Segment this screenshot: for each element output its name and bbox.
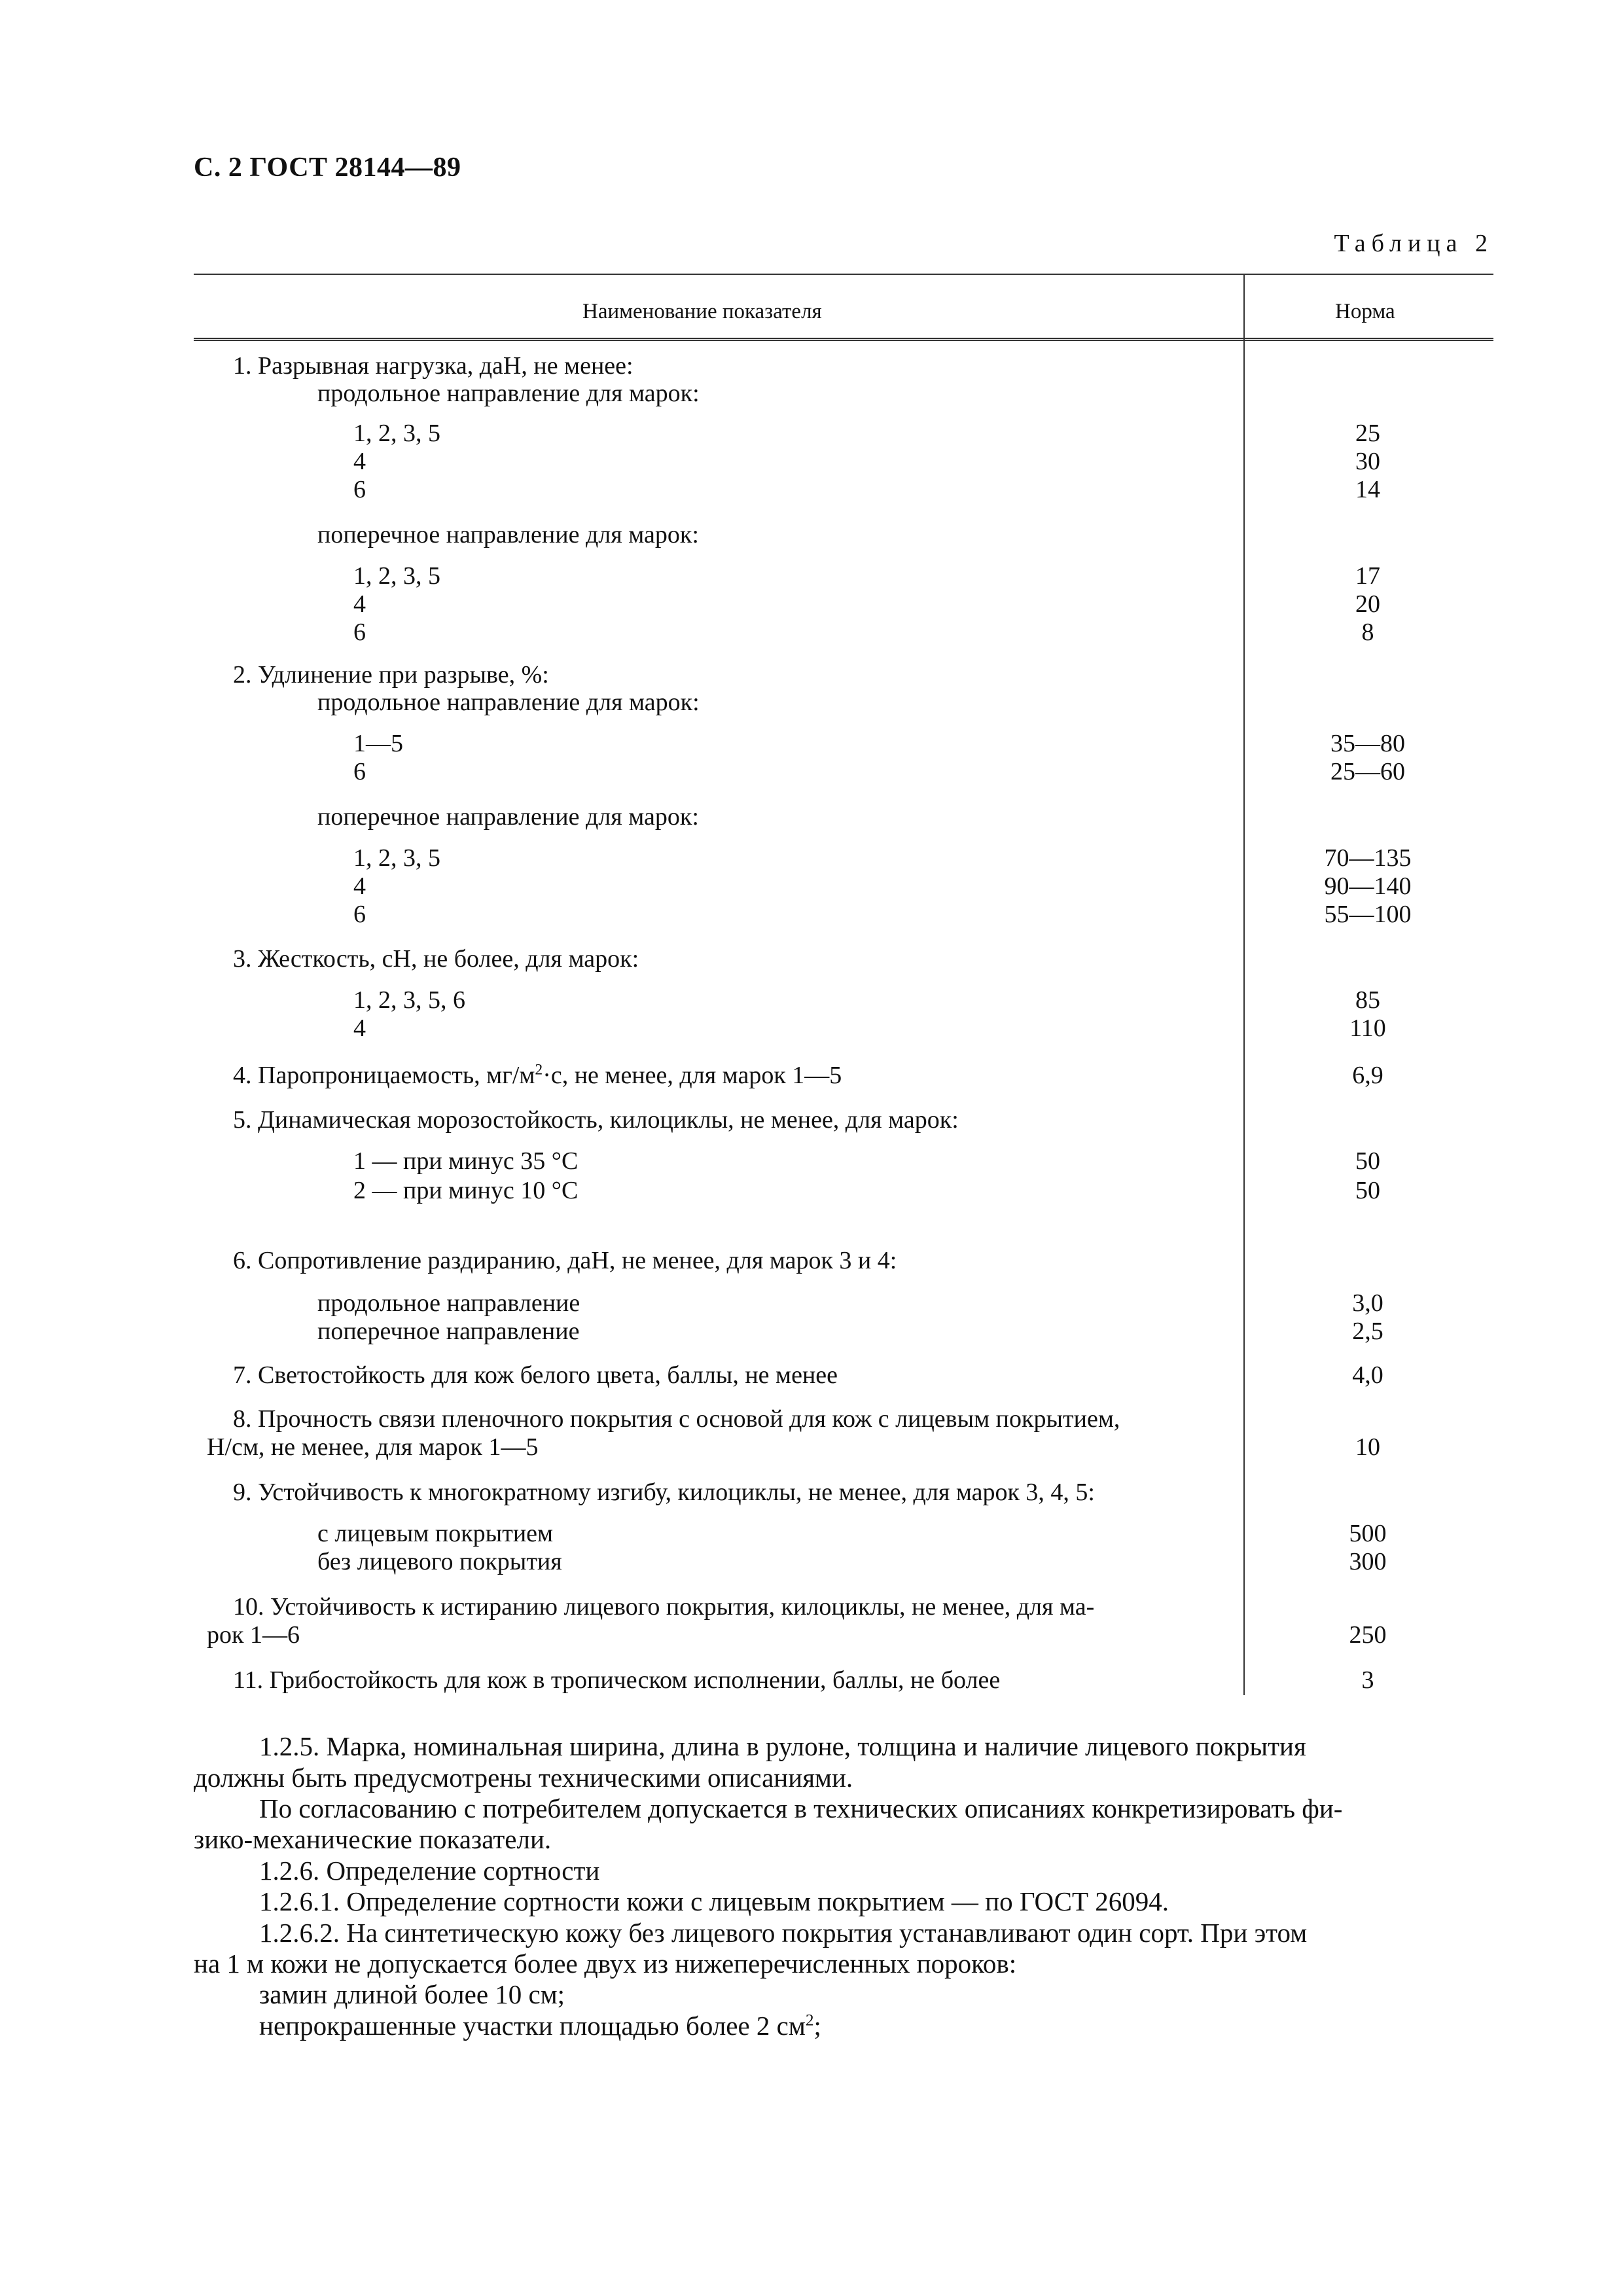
paragraph-line: зико-механические показатели.: [194, 1824, 552, 1854]
table-row-label: 4. Паропроницаемость, $мг/м^2\cdot с$, не менее, для марок 1—5: [233, 1061, 842, 1089]
table-row-value: 3,0: [1352, 1289, 1383, 1317]
table-row-label: 6: [353, 758, 366, 785]
table-row-label: 2 — при минус 10 °С: [353, 1177, 579, 1204]
table-row-value: 3: [1361, 1666, 1374, 1694]
table-row-label: 1 — при минус 35 °С: [353, 1147, 579, 1175]
table-header-rule: [194, 338, 1493, 341]
table-row-label: без лицевого покрытия: [317, 1548, 562, 1575]
table-row-label: Н/см, не менее, для марок 1—5: [207, 1433, 539, 1461]
table-row-value: 25: [1355, 420, 1380, 447]
paragraph-line: По согласованию с потребителем допускается в технических описаниях конкретизировать фи-: [259, 1793, 1343, 1823]
paragraph-line: 1.2.6.2. На синтетическую кожу без лицевого покрытия устанавливают один сорт. При этом: [259, 1918, 1308, 1948]
table-row-value: 300: [1349, 1548, 1387, 1575]
table-row-label: 9. Устойчивость к многократному изгибу, килоциклы, не менее, для марок 3, 4, 5:: [233, 1479, 1095, 1506]
table-row-value: 6,9: [1352, 1062, 1383, 1089]
table-row-value: 30: [1355, 448, 1380, 475]
paragraph-line: 1.2.6.1. Определение сортности кожи с лицевым покрытием — по ГОСТ 26094.: [259, 1886, 1169, 1916]
table-row-label: поперечное направление: [317, 1318, 580, 1345]
table-row-label: 1—5: [353, 730, 403, 757]
table-row-label: 6: [353, 901, 366, 928]
table-row-label: 8. Прочность связи пленочного покрытия с основой для кож с лицевым покрытием,: [233, 1405, 1120, 1433]
table-row-value: 2,5: [1352, 1318, 1383, 1345]
table-row-value: 70—135: [1324, 844, 1412, 872]
table-row-value: 90—140: [1324, 872, 1412, 900]
table-row-label: 4: [353, 590, 366, 618]
table-row-label: 4: [353, 872, 366, 900]
table-row-label: 5. Динамическая морозостойкость, килоциклы, не менее, для марок:: [233, 1106, 959, 1134]
table-row-value: 50: [1355, 1147, 1380, 1175]
table-row-value: 17: [1355, 562, 1380, 590]
table-row-value: 50: [1355, 1177, 1380, 1204]
list-item: непрокрашенные участки площадью более 2 $см^2$;: [259, 2011, 821, 2041]
table-row-label: поперечное направление для марок:: [317, 521, 699, 548]
table-row-label: 7. Светостойкость для кож белого цвета, баллы, не менее: [233, 1361, 838, 1389]
table-row-label: 4: [353, 448, 366, 475]
page-header: С. 2 ГОСТ 28144—89: [194, 152, 461, 183]
column-header-norm: Норма: [1335, 300, 1395, 323]
table-row-label: 10. Устойчивость к истиранию лицевого покрытия, килоциклы, не менее, для ма-: [233, 1593, 1095, 1621]
table-row-label: поперечное направление для марок:: [317, 803, 699, 831]
table-row-label: 6: [353, 619, 366, 646]
table-row-label: с лицевым покрытием: [317, 1520, 554, 1547]
table-row-label: 1, 2, 3, 5, 6: [353, 986, 465, 1014]
table-row-label: продольное направление для марок:: [317, 689, 700, 716]
table-row-value: 14: [1355, 476, 1380, 503]
table-row-label: 4: [353, 1014, 366, 1042]
table-label: Таблица 2: [1334, 230, 1493, 257]
table-row-value: 25—60: [1330, 758, 1405, 785]
table-row-value: 500: [1349, 1520, 1387, 1547]
table-row-value: 10: [1355, 1433, 1380, 1461]
table-row-value: 85: [1355, 986, 1380, 1014]
table-row-label: рок 1—6: [207, 1621, 300, 1649]
table-row-label: 1, 2, 3, 5: [353, 562, 440, 590]
paragraph-line: должны быть предусмотрены техническими описаниями.: [194, 1763, 853, 1793]
table-row-label: 6. Сопротивление раздиранию, даН, не менее, для марок 3 и 4:: [233, 1247, 897, 1274]
paragraph-line: на 1 м кожи не допускается более двух из нижеперечисленных пороков:: [194, 1948, 1017, 1979]
table-row-label: продольное направление для марок:: [317, 380, 700, 407]
column-header-name: Наименование показателя: [582, 300, 822, 323]
table-top-rule: [194, 274, 1493, 275]
table-row-label: 1, 2, 3, 5: [353, 420, 440, 447]
table-row-value: 250: [1349, 1621, 1387, 1649]
table-row-label: продольное направление: [317, 1289, 580, 1317]
table-row-label: 11. Грибостойкость для кож в тропическом исполнении, баллы, не более: [233, 1666, 1001, 1694]
table-row-label: 1, 2, 3, 5: [353, 844, 440, 872]
section-heading: 1.2.6. Определение сортности: [259, 1856, 600, 1886]
table-row-value: 4,0: [1352, 1361, 1383, 1389]
table-row-value: 35—80: [1330, 730, 1405, 757]
table-row-value: 20: [1355, 590, 1380, 618]
table-row-label: 1. Разрывная нагрузка, даН, не менее:: [233, 352, 633, 380]
list-item: замин длиной более 10 см;: [259, 1979, 565, 2009]
table-row-value: 8: [1361, 619, 1374, 646]
paragraph-line: 1.2.5. Марка, номинальная ширина, длина в рулоне, толщина и наличие лицевого покрытия: [259, 1731, 1306, 1761]
table-row-value: 110: [1349, 1014, 1386, 1042]
table-row-label: 3. Жесткость, сН, не более, для марок:: [233, 945, 639, 973]
table-row-label: 6: [353, 476, 366, 503]
table-column-divider: [1243, 275, 1245, 1695]
table-row-value: 55—100: [1324, 901, 1412, 928]
table-row-label: 2. Удлинение при разрыве, %:: [233, 661, 549, 689]
